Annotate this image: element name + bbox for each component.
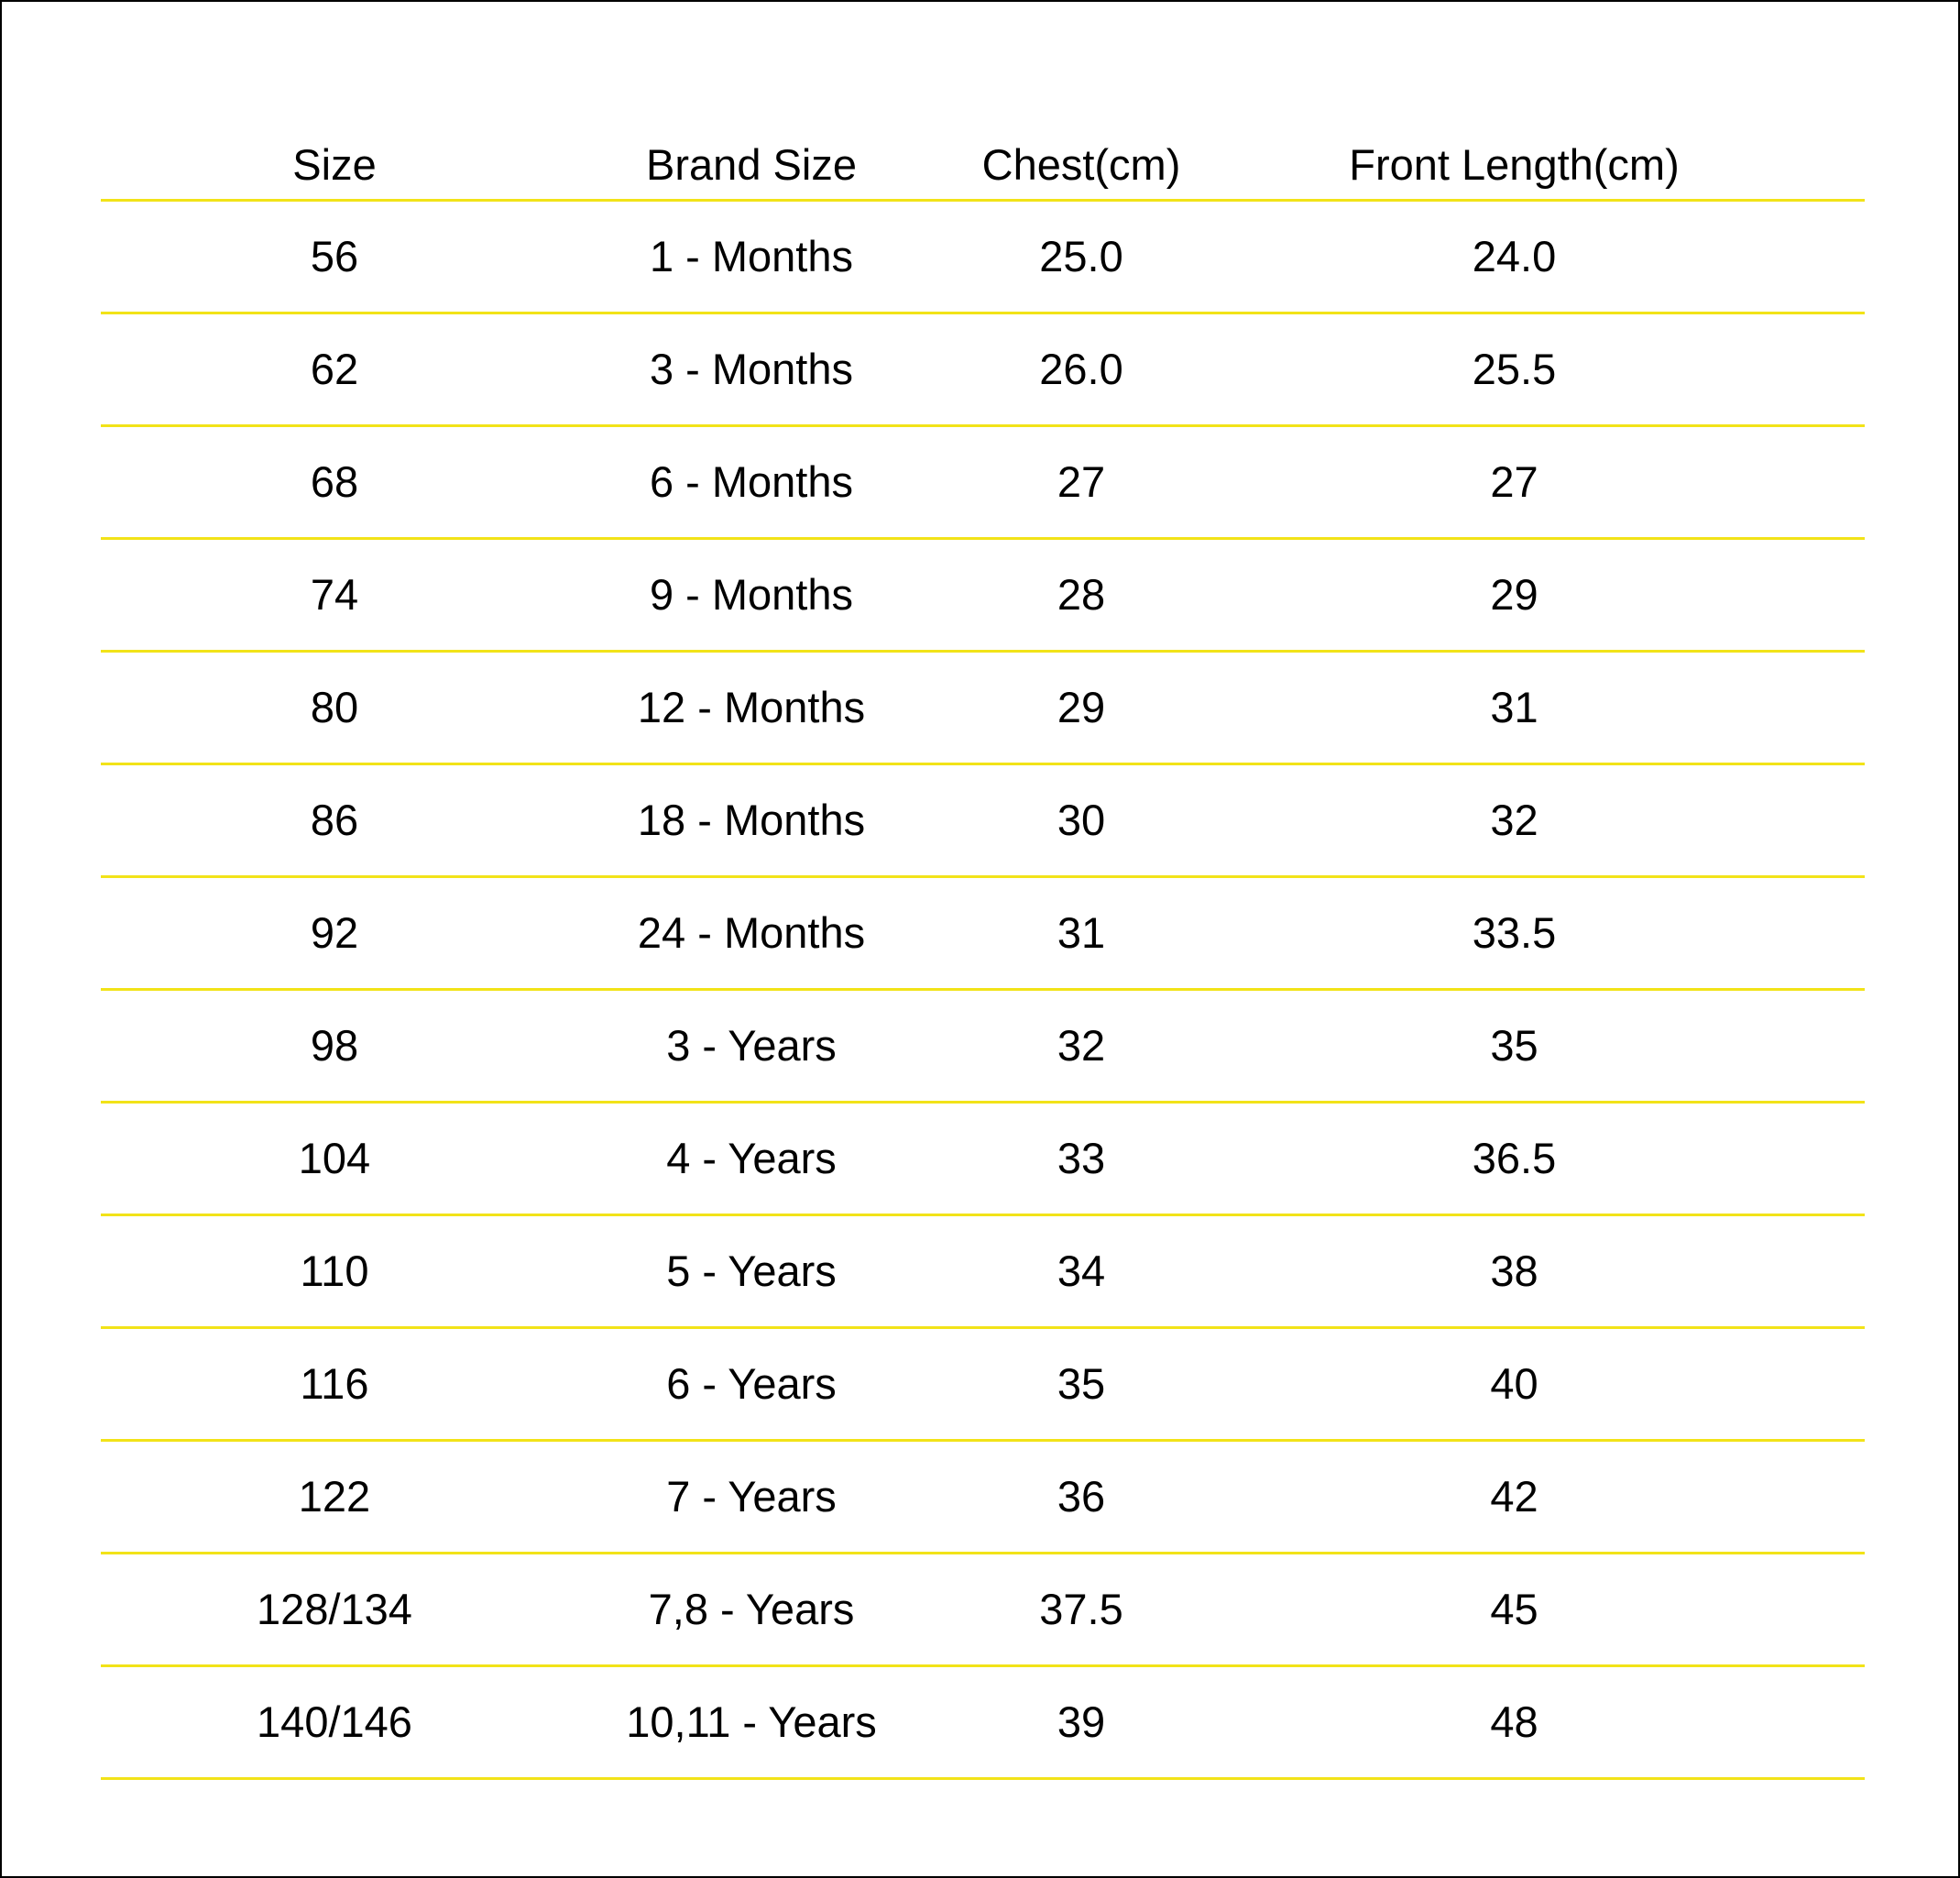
column-header-chest: Chest(cm) bbox=[935, 121, 1265, 201]
cell-chest: 35 bbox=[935, 1328, 1265, 1441]
cell-chest: 36 bbox=[935, 1441, 1265, 1554]
cell-size: 74 bbox=[101, 539, 568, 652]
cell-brand-size: 24 - Months bbox=[568, 877, 935, 990]
table-body bbox=[101, 201, 1865, 1779]
cell-chest: 32 bbox=[935, 990, 1265, 1103]
table-header-row bbox=[101, 121, 1865, 201]
column-header-size: Size bbox=[101, 121, 568, 201]
cell-size: 140/146 bbox=[101, 1666, 568, 1779]
cell-size: 104 bbox=[101, 1103, 568, 1215]
cell-chest: 26.0 bbox=[935, 313, 1265, 426]
column-header-brand-size: Brand Size bbox=[568, 121, 935, 201]
cell-size: 86 bbox=[101, 764, 568, 877]
table-header bbox=[101, 121, 1865, 201]
cell-brand-size: 3 - Months bbox=[568, 313, 935, 426]
cell-chest: 30 bbox=[935, 764, 1265, 877]
cell-brand-size: 10,11 - Years bbox=[568, 1666, 935, 1779]
table-row bbox=[101, 313, 1865, 426]
cell-brand-size: 4 - Years bbox=[568, 1103, 935, 1215]
cell-front-length: 33.5 bbox=[1265, 877, 1865, 990]
cell-size: 110 bbox=[101, 1215, 568, 1328]
cell-size: 128/134 bbox=[101, 1554, 568, 1666]
size-chart-table-container bbox=[101, 121, 1865, 1780]
cell-front-length: 29 bbox=[1265, 539, 1865, 652]
cell-chest: 29 bbox=[935, 652, 1265, 764]
table-row bbox=[101, 201, 1865, 313]
table-row bbox=[101, 877, 1865, 990]
table-row bbox=[101, 764, 1865, 877]
cell-front-length: 40 bbox=[1265, 1328, 1865, 1441]
cell-size: 56 bbox=[101, 201, 568, 313]
cell-brand-size: 18 - Months bbox=[568, 764, 935, 877]
cell-front-length: 25.5 bbox=[1265, 313, 1865, 426]
column-header-front-length: Front Length(cm) bbox=[1265, 121, 1865, 201]
table-row bbox=[101, 990, 1865, 1103]
cell-brand-size: 12 - Months bbox=[568, 652, 935, 764]
cell-chest: 31 bbox=[935, 877, 1265, 990]
cell-front-length: 32 bbox=[1265, 764, 1865, 877]
table-row bbox=[101, 1554, 1865, 1666]
cell-chest: 28 bbox=[935, 539, 1265, 652]
cell-brand-size: 6 - Months bbox=[568, 426, 935, 539]
cell-front-length: 42 bbox=[1265, 1441, 1865, 1554]
cell-chest: 39 bbox=[935, 1666, 1265, 1779]
cell-chest: 37.5 bbox=[935, 1554, 1265, 1666]
table-row bbox=[101, 1215, 1865, 1328]
cell-brand-size: 6 - Years bbox=[568, 1328, 935, 1441]
cell-size: 98 bbox=[101, 990, 568, 1103]
table-row bbox=[101, 426, 1865, 539]
cell-chest: 25.0 bbox=[935, 201, 1265, 313]
cell-front-length: 24.0 bbox=[1265, 201, 1865, 313]
cell-size: 116 bbox=[101, 1328, 568, 1441]
cell-front-length: 38 bbox=[1265, 1215, 1865, 1328]
table-row bbox=[101, 1441, 1865, 1554]
cell-front-length: 35 bbox=[1265, 990, 1865, 1103]
cell-brand-size: 5 - Years bbox=[568, 1215, 935, 1328]
table-row bbox=[101, 1328, 1865, 1441]
cell-brand-size: 9 - Months bbox=[568, 539, 935, 652]
cell-front-length: 45 bbox=[1265, 1554, 1865, 1666]
cell-size: 62 bbox=[101, 313, 568, 426]
cell-chest: 27 bbox=[935, 426, 1265, 539]
cell-front-length: 48 bbox=[1265, 1666, 1865, 1779]
cell-size: 80 bbox=[101, 652, 568, 764]
table-row bbox=[101, 539, 1865, 652]
table-row bbox=[101, 1103, 1865, 1215]
cell-front-length: 27 bbox=[1265, 426, 1865, 539]
cell-size: 122 bbox=[101, 1441, 568, 1554]
cell-brand-size: 7,8 - Years bbox=[568, 1554, 935, 1666]
size-chart-table bbox=[101, 121, 1865, 1780]
cell-chest: 33 bbox=[935, 1103, 1265, 1215]
cell-front-length: 36.5 bbox=[1265, 1103, 1865, 1215]
cell-brand-size: 1 - Months bbox=[568, 201, 935, 313]
cell-size: 68 bbox=[101, 426, 568, 539]
cell-size: 92 bbox=[101, 877, 568, 990]
cell-brand-size: 3 - Years bbox=[568, 990, 935, 1103]
table-row bbox=[101, 1666, 1865, 1779]
table-row bbox=[101, 652, 1865, 764]
cell-chest: 34 bbox=[935, 1215, 1265, 1328]
cell-front-length: 31 bbox=[1265, 652, 1865, 764]
cell-brand-size: 7 - Years bbox=[568, 1441, 935, 1554]
